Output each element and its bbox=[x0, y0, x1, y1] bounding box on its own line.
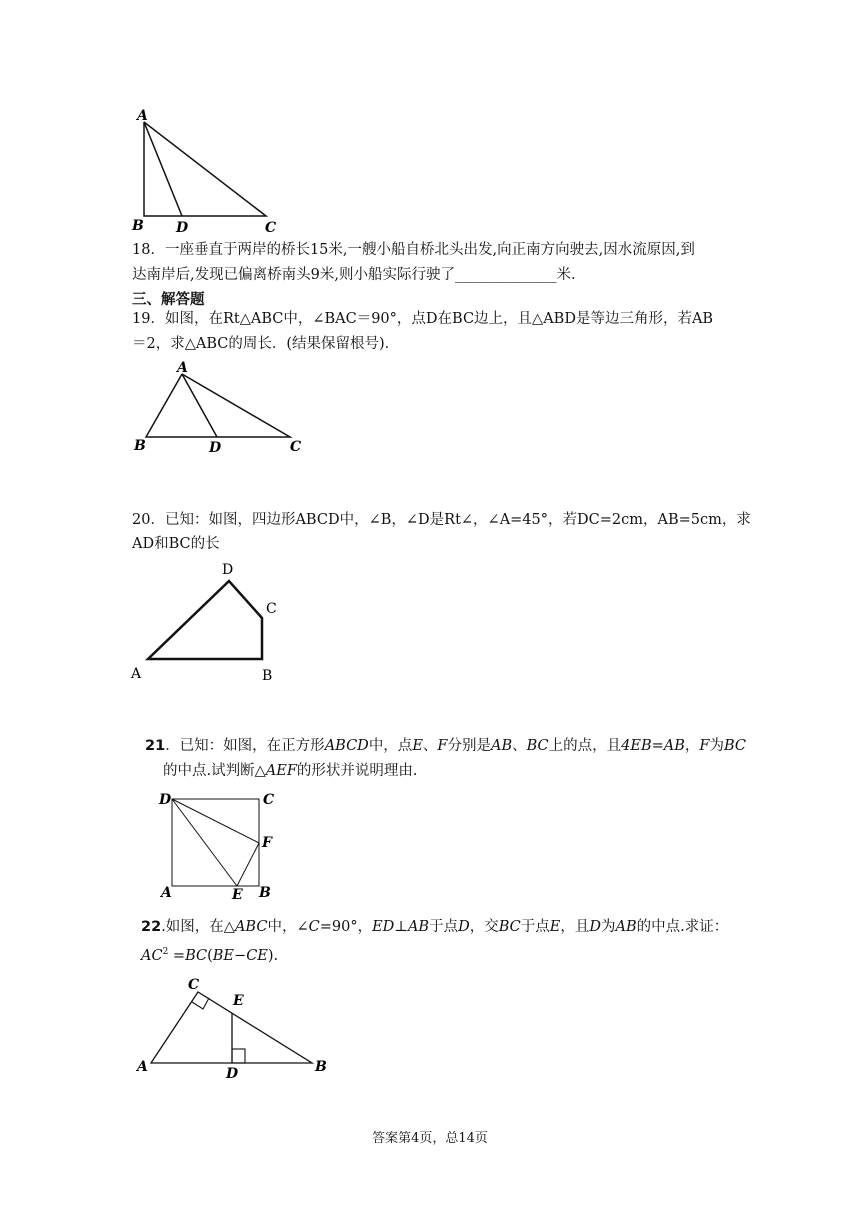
q22-label-b: B bbox=[315, 1059, 327, 1075]
q20-label-a: A bbox=[131, 666, 142, 682]
q22-label-c: C bbox=[188, 977, 200, 993]
q19-line2: ＝2，求△ABC的周长．(结果保留根号)． bbox=[132, 336, 400, 352]
q21-line1: 21．已知：如图，在正方形ABCD中，点E、F分别是AB、BC上的点，且4EB=AB，F为BC bbox=[145, 738, 746, 754]
q22-label-d: D bbox=[226, 1066, 239, 1082]
q21-label-c: C bbox=[263, 792, 275, 808]
q17-label-c: C bbox=[265, 220, 277, 236]
section-heading: 三、解答题 bbox=[132, 292, 205, 308]
q19-line1: 19．如图，在Rt△ABC中，∠BAC＝90°，点D在BC边上，且△ABD是等边三角形，若AB bbox=[132, 311, 714, 327]
q22-line1: 22.如图，在△ABC中，∠C=90°，ED⊥AB于点D，交BC于点E，且D为AB的中点.求证： bbox=[141, 919, 729, 935]
q21-label-d: D bbox=[159, 792, 172, 808]
q17-label-d: D bbox=[176, 220, 189, 236]
q19-label-b: B bbox=[134, 438, 146, 454]
q22-line2: $AC^2 =BC(BE-CE)$. bbox=[141, 947, 279, 964]
q18-line2: 达南岸后,发现已偏离桥南头9米,则小船实际行驶了______________米. bbox=[132, 267, 576, 283]
q17-label-b: B bbox=[132, 218, 144, 234]
q19-label-c: C bbox=[290, 439, 302, 455]
q21-label-e: E bbox=[232, 887, 243, 903]
q21-line2: 的中点.试判断△AEF的形状并说明理由. bbox=[163, 763, 418, 779]
q21-label-b: B bbox=[259, 885, 271, 901]
q20-label-b: B bbox=[262, 668, 273, 684]
page-footer: 答案第4页，总14页 bbox=[372, 1131, 488, 1146]
q20-line2: AD和BC的长 bbox=[132, 536, 220, 552]
q21-label-a: A bbox=[161, 885, 172, 901]
q18-answer-blank[interactable]: ______________ bbox=[454, 267, 557, 283]
q17-label-a: A bbox=[137, 108, 148, 124]
q20-number: 20． bbox=[132, 512, 165, 528]
q21-label-f: F bbox=[262, 835, 272, 851]
q22-number: 22 bbox=[141, 919, 162, 935]
q18-number: 18． bbox=[132, 242, 165, 258]
q20-label-c: C bbox=[266, 601, 277, 617]
q19-number: 19． bbox=[132, 311, 165, 327]
q22-label-a: A bbox=[137, 1059, 148, 1075]
q20-label-d: D bbox=[222, 562, 234, 578]
q21-number: 21 bbox=[145, 738, 166, 754]
q19-label-a: A bbox=[177, 360, 188, 376]
q19-label-d: D bbox=[209, 440, 222, 456]
q18-line1: 18．一座垂直于两岸的桥长15米,一艘小船自桥北头出发,向正南方向驶去,因水流原因,到 bbox=[132, 242, 695, 258]
q22-label-e: E bbox=[233, 993, 244, 1009]
q20-line1: 20．已知：如图，四边形ABCD中，∠B，∠D是Rt∠，∠A=45°，若DC=2cm，AB=5cm，求 bbox=[132, 512, 751, 528]
